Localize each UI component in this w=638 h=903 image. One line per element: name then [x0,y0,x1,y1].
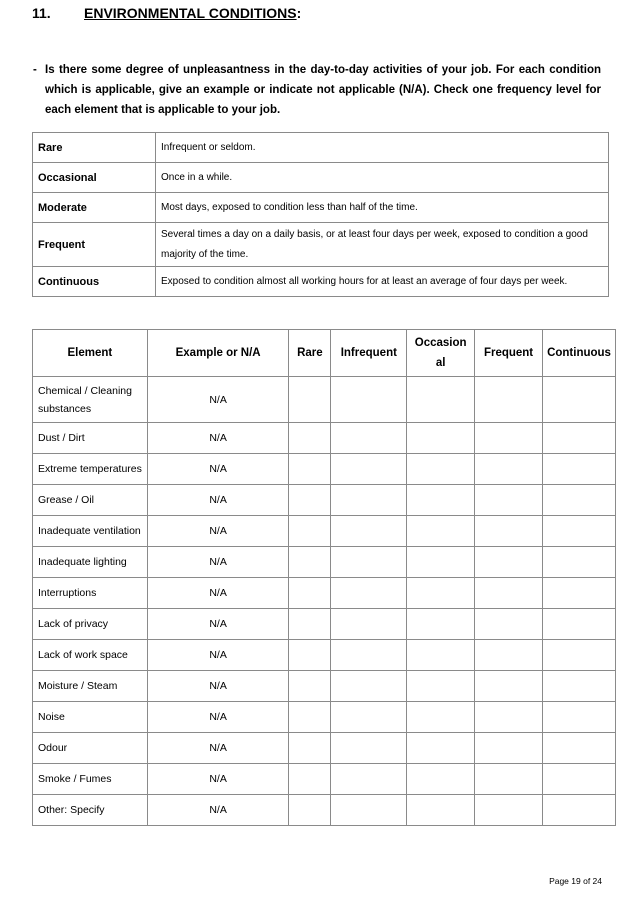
frequency-checkbox-infrequent[interactable] [331,733,407,764]
section-colon: : [296,5,302,21]
frequency-checkbox-rare[interactable] [289,671,331,702]
table-row [33,547,616,578]
definition-term: Rare [33,133,156,163]
element-example-input[interactable]: N/A [147,516,289,547]
frequency-checkbox-continuous[interactable] [543,377,616,423]
frequency-checkbox-rare[interactable] [289,702,331,733]
frequency-checkbox-frequent[interactable] [475,454,543,485]
frequency-checkbox-rare[interactable] [289,547,331,578]
element-example-input[interactable]: N/A [147,578,289,609]
table-row [33,423,616,454]
element-example-input[interactable]: N/A [147,640,289,671]
column-header: Rare [289,330,331,377]
frequency-checkbox-rare[interactable] [289,640,331,671]
frequency-checkbox-occasional[interactable] [407,640,475,671]
frequency-checkbox-occasional[interactable] [407,516,475,547]
table-row [33,640,616,671]
instructions [33,60,601,120]
frequency-checkbox-continuous[interactable] [543,764,616,795]
definition-row [33,267,609,297]
element-example-input[interactable]: N/A [147,377,289,423]
frequency-checkbox-occasional[interactable] [407,454,475,485]
table-row [33,702,616,733]
frequency-checkbox-occasional[interactable] [407,795,475,826]
definition-row [33,193,609,223]
frequency-checkbox-infrequent[interactable] [331,454,407,485]
frequency-checkbox-frequent[interactable] [475,764,543,795]
frequency-checkbox-infrequent[interactable] [331,485,407,516]
frequency-checkbox-rare[interactable] [289,454,331,485]
table-row [33,454,616,485]
frequency-checkbox-occasional[interactable] [407,377,475,423]
definition-description: Exposed to condition almost all working hours for at least an average of four days per week. [156,267,609,297]
frequency-checkbox-rare[interactable] [289,516,331,547]
frequency-checkbox-rare[interactable] [289,733,331,764]
section-heading [32,5,301,21]
frequency-checkbox-infrequent[interactable] [331,423,407,454]
frequency-checkbox-continuous[interactable] [543,578,616,609]
frequency-checkbox-occasional[interactable] [407,547,475,578]
frequency-checkbox-continuous[interactable] [543,516,616,547]
frequency-checkbox-rare[interactable] [289,609,331,640]
element-name: Interruptions [33,578,148,609]
frequency-checkbox-continuous[interactable] [543,702,616,733]
definition-description: Most days, exposed to condition less than half of the time. [156,193,609,223]
frequency-checkbox-occasional[interactable] [407,671,475,702]
frequency-checkbox-infrequent[interactable] [331,516,407,547]
frequency-checkbox-frequent[interactable] [475,578,543,609]
frequency-checkbox-occasional[interactable] [407,485,475,516]
element-name: Lack of work space [33,640,148,671]
definition-description: Once in a while. [156,163,609,193]
frequency-checkbox-occasional[interactable] [407,702,475,733]
frequency-checkbox-continuous[interactable] [543,640,616,671]
element-example-input[interactable]: N/A [147,485,289,516]
frequency-checkbox-infrequent[interactable] [331,578,407,609]
element-example-input[interactable]: N/A [147,702,289,733]
element-name: Moisture / Steam [33,671,148,702]
element-example-input[interactable]: N/A [147,547,289,578]
frequency-checkbox-infrequent[interactable] [331,377,407,423]
frequency-checkbox-frequent[interactable] [475,640,543,671]
table-row [33,795,616,826]
frequency-checkbox-continuous[interactable] [543,485,616,516]
definition-term: Moderate [33,193,156,223]
element-example-input[interactable]: N/A [147,671,289,702]
definition-description: Infrequent or seldom. [156,133,609,163]
element-example-input[interactable]: N/A [147,764,289,795]
column-header: Continuous [543,330,616,377]
environmental-elements-table [32,329,616,826]
frequency-checkbox-infrequent[interactable] [331,702,407,733]
table-row [33,609,616,640]
table-row [33,764,616,795]
element-example-input[interactable]: N/A [147,454,289,485]
definition-term: Continuous [33,267,156,297]
frequency-checkbox-frequent[interactable] [475,423,543,454]
table-row [33,671,616,702]
element-example-input[interactable]: N/A [147,795,289,826]
frequency-checkbox-infrequent[interactable] [331,547,407,578]
table-row [33,485,616,516]
element-example-input[interactable]: N/A [147,733,289,764]
frequency-checkbox-continuous[interactable] [543,423,616,454]
instructions-text: Is there some degree of unpleasantness in the day-to-day activities of your job. For each condition which is applicable, give an example or indicate not applicable (N/A). Check one frequency level for each element that is applicable to your job. [45,64,601,116]
table-row [33,377,616,423]
element-name: Dust / Dirt [33,423,148,454]
definition-description: Several times a day on a daily basis, or at least four days per week, exposed to condition a good majority of the time. [156,223,609,267]
frequency-checkbox-continuous[interactable] [543,795,616,826]
frequency-checkbox-continuous[interactable] [543,671,616,702]
column-header: Occasion al [407,330,475,377]
frequency-checkbox-infrequent[interactable] [331,609,407,640]
frequency-checkbox-occasional[interactable] [407,609,475,640]
column-header: Element [33,330,148,377]
frequency-checkbox-infrequent[interactable] [331,671,407,702]
frequency-checkbox-frequent[interactable] [475,516,543,547]
column-header: Example or N/A [147,330,289,377]
table-row [33,733,616,764]
frequency-checkbox-rare[interactable] [289,377,331,423]
frequency-checkbox-occasional[interactable] [407,578,475,609]
frequency-checkbox-rare[interactable] [289,764,331,795]
frequency-checkbox-frequent[interactable] [475,733,543,764]
frequency-checkbox-occasional[interactable] [407,764,475,795]
column-header: Infrequent [331,330,407,377]
frequency-checkbox-frequent[interactable] [475,795,543,826]
frequency-checkbox-occasional[interactable] [407,733,475,764]
frequency-checkbox-continuous[interactable] [543,609,616,640]
frequency-checkbox-occasional[interactable] [407,423,475,454]
element-name: Extreme temperatures [33,454,148,485]
frequency-checkbox-infrequent[interactable] [331,640,407,671]
frequency-checkbox-rare[interactable] [289,578,331,609]
page-number: Page 19 of 24 [549,876,602,886]
definition-row [33,163,609,193]
column-header: Frequent [475,330,543,377]
element-name: Grease / Oil [33,485,148,516]
element-example-input[interactable]: N/A [147,609,289,640]
definition-term: Occasional [33,163,156,193]
element-name: Smoke / Fumes [33,764,148,795]
frequency-checkbox-rare[interactable] [289,423,331,454]
frequency-checkbox-infrequent[interactable] [331,764,407,795]
table-row [33,578,616,609]
frequency-checkbox-frequent[interactable] [475,609,543,640]
element-name: Other: Specify [33,795,148,826]
instructions-dash: - [33,64,37,76]
frequency-checkbox-continuous[interactable] [543,547,616,578]
frequency-checkbox-frequent[interactable] [475,377,543,423]
element-name: Odour [33,733,148,764]
section-number: 11. [32,5,51,21]
definition-row [33,223,609,267]
frequency-checkbox-frequent[interactable] [475,671,543,702]
frequency-checkbox-frequent[interactable] [475,702,543,733]
section-title: ENVIRONMENTAL CONDITIONS [84,5,297,21]
element-example-input[interactable]: N/A [147,423,289,454]
frequency-checkbox-frequent[interactable] [475,485,543,516]
element-name: Chemical / Cleaning substances [33,377,148,423]
frequency-checkbox-infrequent[interactable] [331,795,407,826]
frequency-checkbox-frequent[interactable] [475,547,543,578]
element-name: Inadequate ventilation [33,516,148,547]
table-row [33,516,616,547]
definition-term: Frequent [33,223,156,267]
frequency-definitions-table [32,132,609,297]
element-name: Lack of privacy [33,609,148,640]
frequency-checkbox-continuous[interactable] [543,454,616,485]
definition-row [33,133,609,163]
element-name: Noise [33,702,148,733]
frequency-checkbox-rare[interactable] [289,485,331,516]
element-name: Inadequate lighting [33,547,148,578]
frequency-checkbox-continuous[interactable] [543,733,616,764]
frequency-checkbox-rare[interactable] [289,795,331,826]
